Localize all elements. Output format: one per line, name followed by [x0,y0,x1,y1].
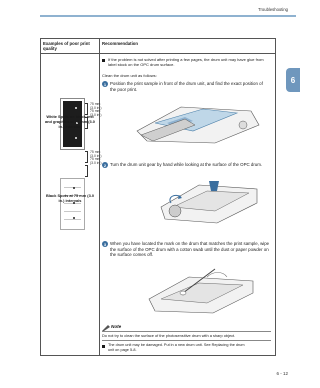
interval-label-2: 75 mm (3.0 in.) 75 mm (3.0 in.) [90,150,102,166]
col-header-examples: Examples of poor print quality [43,41,90,52]
black-spot [73,217,75,219]
note-label: Note [111,324,122,329]
black-spots-sample-image [60,178,85,230]
clean-intro: Clean the drum unit as follows: [102,73,157,78]
header-divider [41,53,275,54]
white-spots-caption: White Spots on black text and graphics at 75 mm (3.0 in.) intervals [45,114,95,129]
drum-unit-with-print-sample-illustration [133,97,265,145]
column-divider [99,39,100,355]
step-2-text: Turn the drum unit gear by hand while looking at the surface of the OPC drum. [110,162,263,167]
black-spot [73,187,75,189]
interval-label-1: 75 mm (3.0 in.) 75 mm (3.0 in.) [90,102,102,118]
black-spots-caption: Black Spots at 75 mm (3.0 in.) intervals [45,193,94,203]
page-number: 6 - 12 [276,371,288,376]
interval-bracket [85,165,88,177]
running-header: Troubleshooting [258,7,288,12]
step-1-number: 1 [103,81,107,87]
bullet-text-replace-drum: The drum unit may be damaged. Put in a new drum unit. See Replacing the drum unit on page 5-8. [108,343,245,352]
step-2-number: 2 [103,162,107,168]
interval-bracket [85,151,88,163]
bullet [102,345,105,348]
step-3-number: 3 [103,241,107,247]
drum-gear-turning-illustration [153,177,265,225]
bullet-text-glue: If the problem is not solved after printing a few pages, the drum unit may have glue from label stock on the OPC drum surface. [108,57,264,68]
note-rule-bottom [102,340,271,341]
step-1-text: Position the print sample in front of the drum unit, and find the exact position of the poor print. [110,81,263,92]
troubleshooting-table [40,38,276,356]
note-text: Do not try to clean the surface of the photosensitive drum with a sharp object. [102,333,236,338]
header-rule [40,15,296,17]
chapter-tab: 6 [286,68,300,92]
step-3-text: When you have located the mark on the drum that matches the print sample, wipe the surface of the OPC drum with a cotton swab until the dust or paper powder on the surface comes off. [110,241,270,258]
col-header-recommendation: Recommendation [102,41,139,46]
white-spot [75,107,77,109]
white-spot [75,137,77,139]
cotton-swab-cleaning-illustration [143,267,261,317]
note-rule-top [102,331,271,332]
bullet [102,59,105,62]
